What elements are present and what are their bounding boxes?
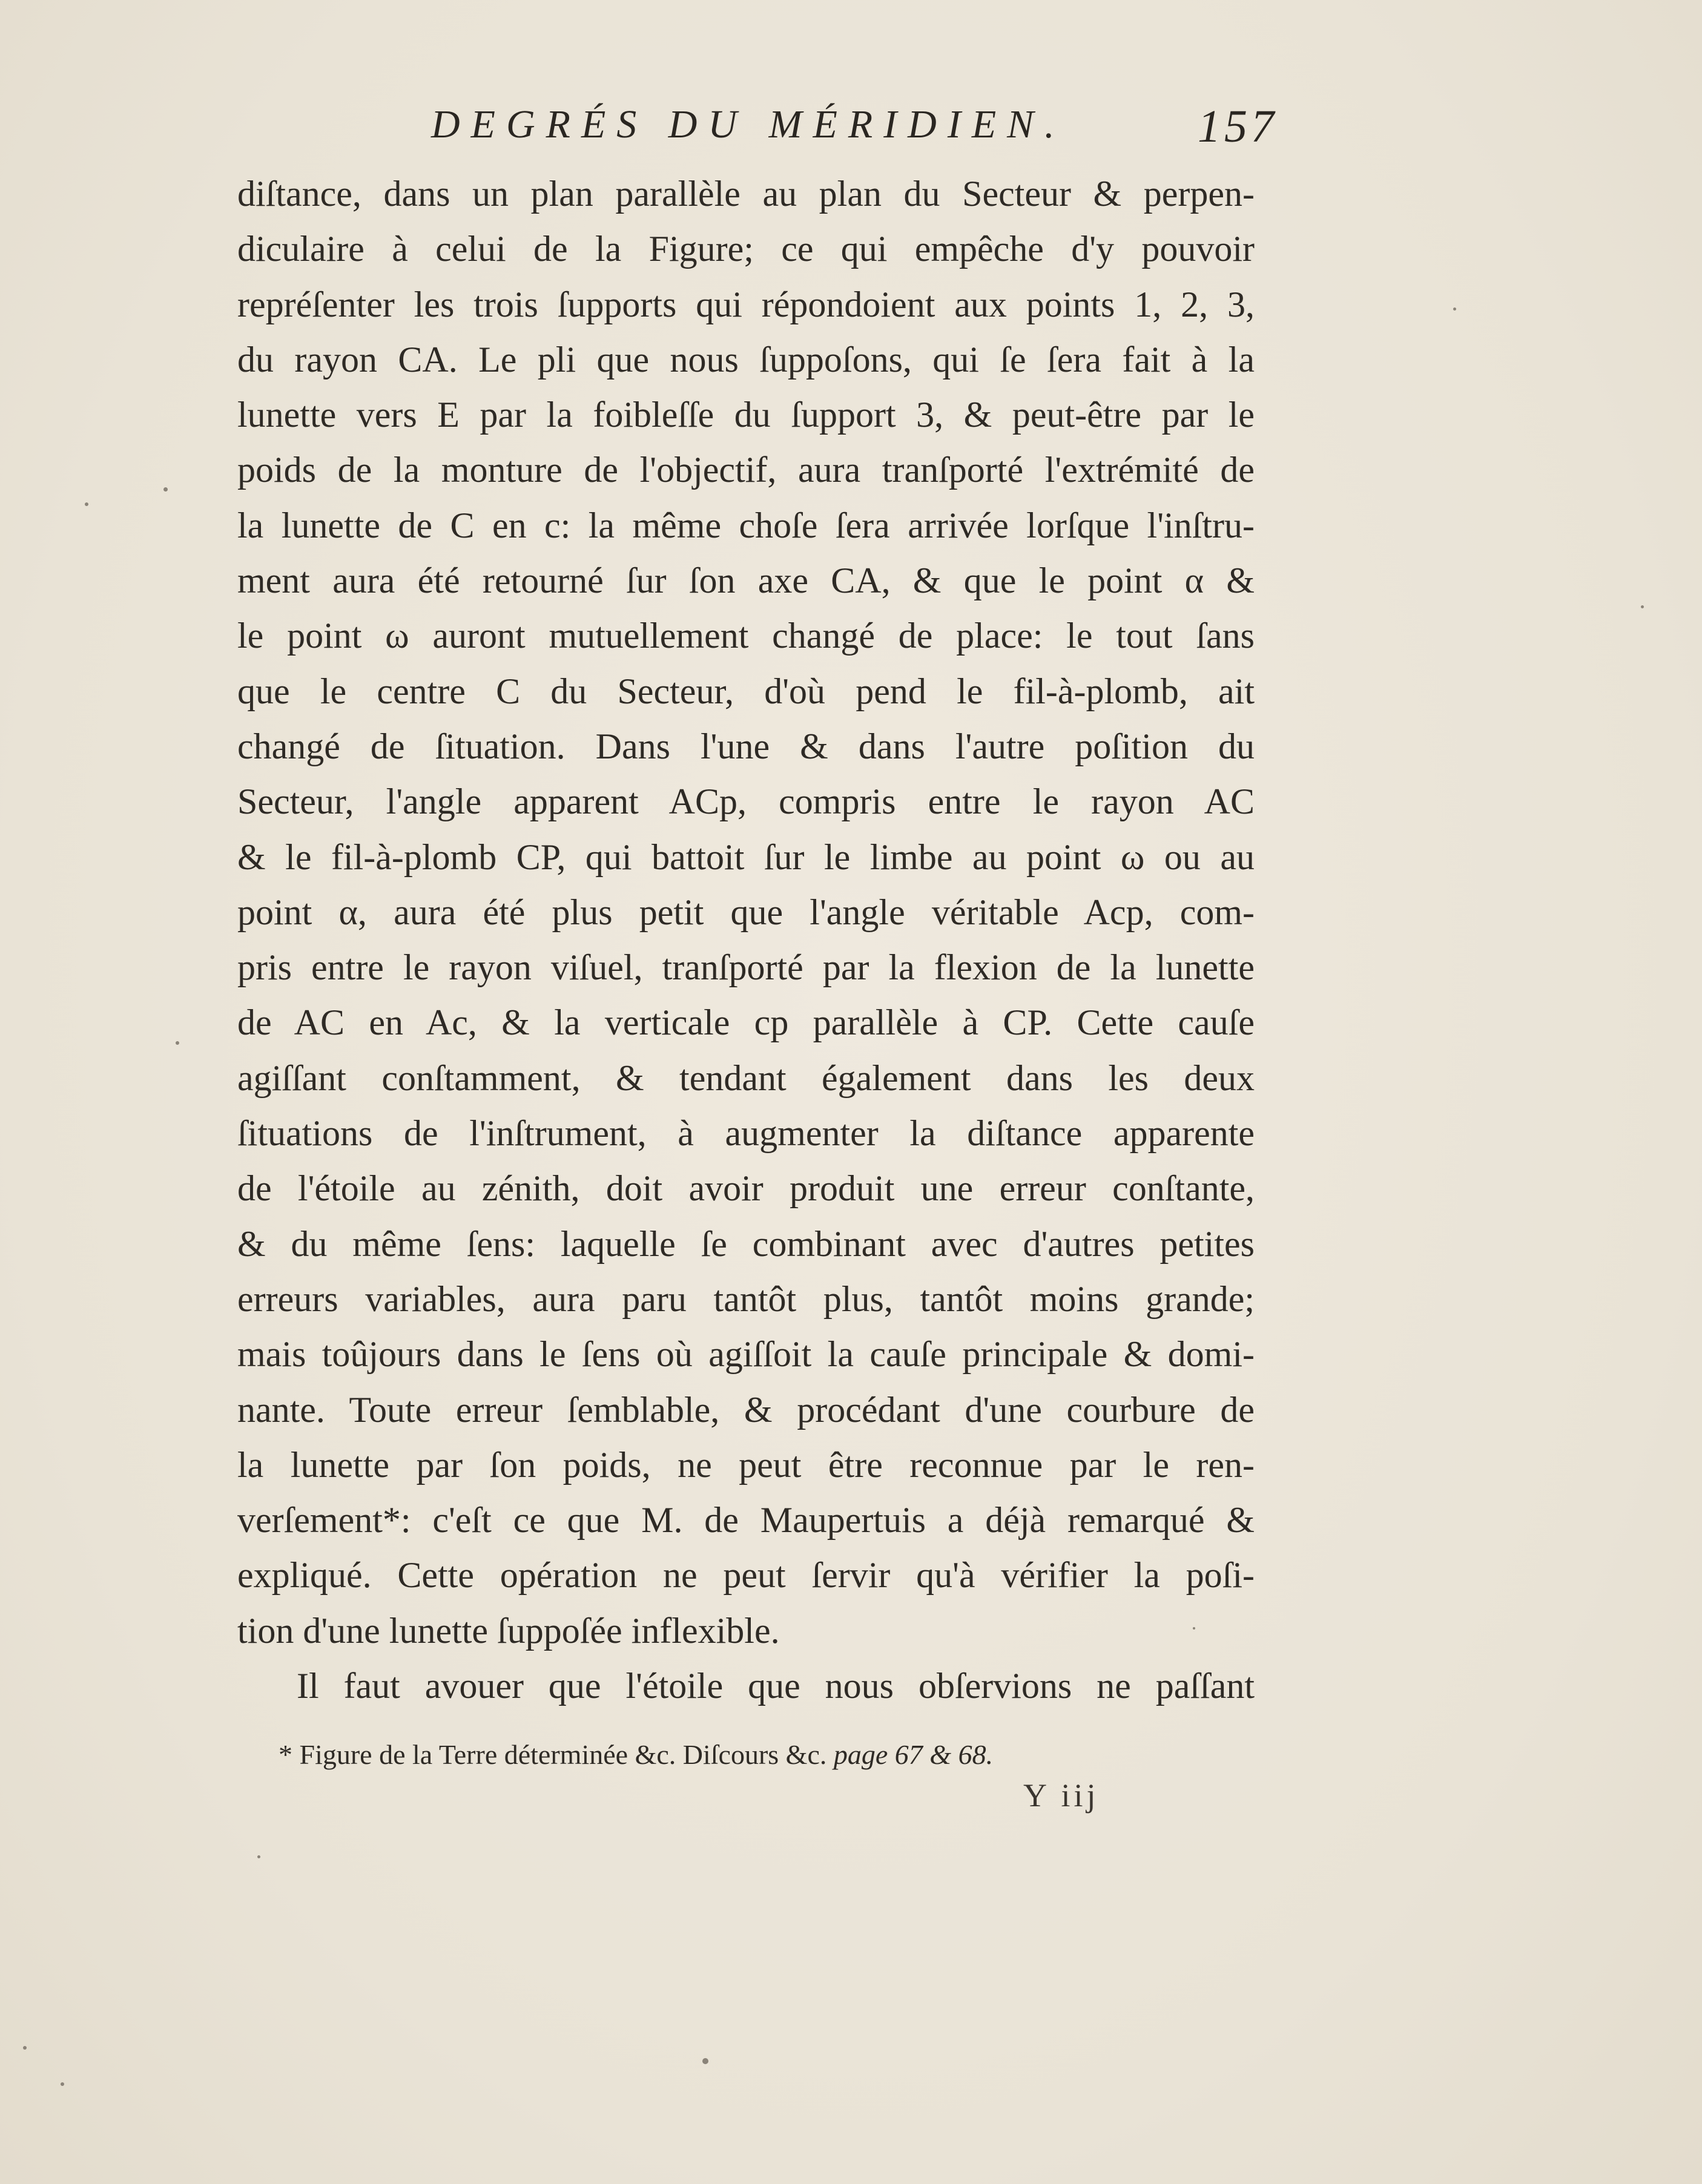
text-line: poids de la monture de l'objectif, aura tranſporté l'extrémité de <box>237 450 1255 490</box>
paper-speck <box>257 1855 260 1858</box>
text-line: agiſſant conſtamment, & tendant également dans les deux <box>237 1057 1255 1098</box>
paper-speck <box>176 1041 179 1045</box>
footnote <box>279 1738 993 1771</box>
running-title: DEGRÉS DU MÉRIDIEN. <box>431 102 1066 146</box>
text-line: la lunette par ſon poids, ne peut être reconnue par le ren- <box>237 1444 1255 1485</box>
text-line: mais toûjours dans le ſens où agiſſoit la cauſe principale & domi- <box>237 1334 1255 1375</box>
text-line: diſtance, dans un plan parallèle au plan du Secteur & perpen- <box>237 174 1255 214</box>
text-line: pris entre le rayon viſuel, tranſporté par la flexion de la lunette <box>237 947 1255 988</box>
paper-speck <box>1193 1627 1195 1630</box>
text-line: tion d'une lunette ſuppoſée inflexible. <box>237 1610 780 1651</box>
text-line: ſituations de l'inſtrument, à augmenter la diſtance apparente <box>237 1113 1255 1154</box>
text-line: de l'étoile au zénith, doit avoir produit une erreur conſtante, <box>237 1168 1255 1209</box>
paper-speck <box>61 2082 64 2086</box>
text-line: repréſenter les trois ſupports qui répondoient aux points 1, 2, 3, <box>237 284 1255 324</box>
text-line: de AC en Ac, & la verticale cp parallèle à CP. Cette cauſe <box>237 1002 1255 1043</box>
text-line: erreurs variables, aura paru tantôt plus, tantôt moins grande; <box>237 1278 1255 1319</box>
footnote-reference: page 67 & 68. <box>833 1739 994 1770</box>
paper-speck <box>163 487 168 492</box>
text-line: changé de ſituation. Dans l'une & dans l'autre poſition du <box>237 726 1255 766</box>
text-line: expliqué. Cette opération ne peut ſervir qu'à vérifier la poſi- <box>237 1555 1255 1596</box>
paper-speck <box>1641 605 1644 608</box>
signature-mark: Y iij <box>1023 1777 1100 1814</box>
text-line: Secteur, l'angle apparent ACp, compris entre le rayon AC <box>237 781 1255 822</box>
footnote-text: * Figure de la Terre déterminée &c. Diſcours &c. <box>279 1739 827 1770</box>
text-line: ment aura été retourné ſur ſon axe CA, & que le point α & <box>237 561 1255 601</box>
text-line: verſement*: c'eſt ce que M. de Maupertuis a déjà remarqué & <box>237 1500 1255 1541</box>
paper-speck <box>1453 308 1456 311</box>
page-number: 157 <box>1198 101 1278 152</box>
text-line: Il faut avouer que l'étoile que nous obſervions ne paſſant <box>297 1666 1255 1706</box>
text-line: nante. Toute erreur ſemblable, & procédant d'une courbure de <box>237 1389 1255 1430</box>
text-line: lunette vers E par la foibleſſe du ſupport 3, & peut-être par le <box>237 395 1255 435</box>
text-line: point α, aura été plus petit que l'angle véritable Acp, com- <box>237 892 1255 932</box>
text-line: diculaire à celui de la Figure; ce qui empêche d'y pouvoir <box>237 229 1255 269</box>
paper-speck <box>23 2046 27 2050</box>
paper-speck <box>85 502 88 506</box>
page-header <box>236 101 1278 168</box>
text-line: du rayon CA. Le pli que nous ſuppoſons, qui ſe ſera fait à la <box>237 339 1255 380</box>
paper-speck <box>702 2058 708 2064</box>
text-line: & le fil-à-plomb CP, qui battoit ſur le limbe au point ω ou au <box>237 837 1255 877</box>
text-line: que le centre C du Secteur, d'où pend le fil-à-plomb, ait <box>237 671 1255 711</box>
text-line: & du même ſens: laquelle ſe combinant avec d'autres petites <box>237 1223 1255 1264</box>
text-line: la lunette de C en c: la même choſe ſera arrivée lorſque l'inſtru- <box>237 505 1255 545</box>
text-line: le point ω auront mutuellement changé de place: le tout ſans <box>237 616 1255 656</box>
body-text <box>237 166 1255 1714</box>
